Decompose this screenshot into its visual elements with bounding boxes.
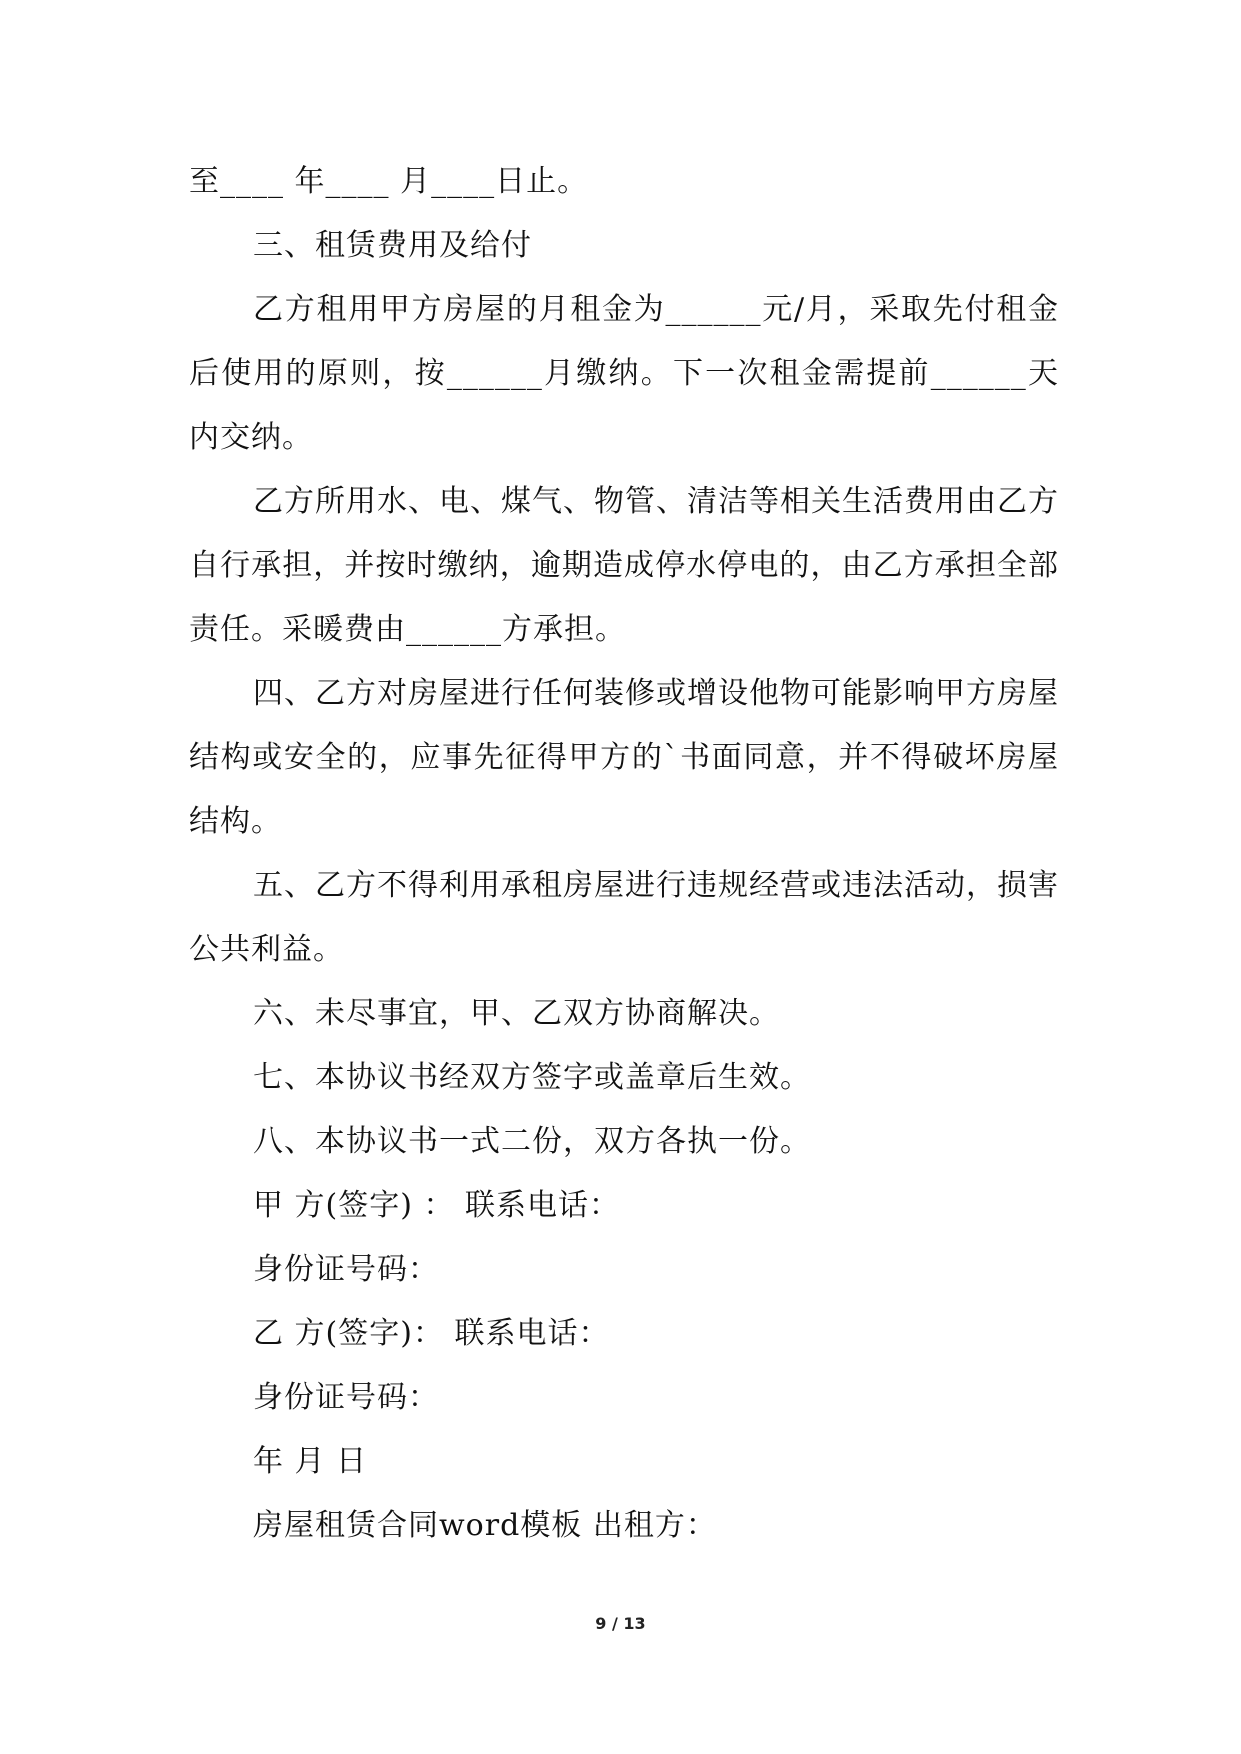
heading-rent-and-payment: 三、租赁费用及给付 xyxy=(253,228,532,263)
party-a-signature-line: 甲 方(签字) ： 联系电话： xyxy=(253,1188,621,1223)
paragraph-clause-seven: 七、本协议书经双方签字或盖章后生效。 xyxy=(253,1060,811,1095)
paragraph-clause-four: 四、乙方对房屋进行任何装修或增设他物可能影响甲方房屋结构或安全的，应事先征得甲方的`书面同意，并不得破坏房屋结构。 xyxy=(189,676,1059,839)
paragraph-living-expenses: 乙方所用水、电、煤气、物管、清洁等相关生活费用由乙方自行承担，并按时缴纳，逾期造成停水停电的，由乙方承担全部责任。采暖费由______方承担。 xyxy=(189,484,1059,647)
date-line: 年 月 日 xyxy=(253,1444,368,1479)
page-number: 9 / 13 xyxy=(595,1614,646,1633)
paragraph-lease-end-date: 至____ 年____ 月____日止。 xyxy=(189,164,589,199)
document-body xyxy=(189,150,1059,1558)
paragraph-clause-eight: 八、本协议书一式二份，双方各执一份。 xyxy=(253,1124,811,1159)
party-b-signature-line: 乙 方(签字)： 联系电话： xyxy=(253,1316,610,1351)
template-title-line: 房屋租赁合同word模板 出租方： xyxy=(253,1508,717,1543)
paragraph-clause-six: 六、未尽事宜，甲、乙双方协商解决。 xyxy=(253,996,780,1031)
party-b-id-line: 身份证号码： xyxy=(253,1380,439,1415)
paragraph-monthly-rent: 乙方租用甲方房屋的月租金为______元/月，采取先付租金后使用的原则，按______月缴纳。下一次租金需提前______天内交纳。 xyxy=(189,292,1059,455)
paragraph-clause-five: 五、乙方不得利用承租房屋进行违规经营或违法活动，损害公共利益。 xyxy=(189,868,1059,967)
party-a-id-line: 身份证号码： xyxy=(253,1252,439,1287)
